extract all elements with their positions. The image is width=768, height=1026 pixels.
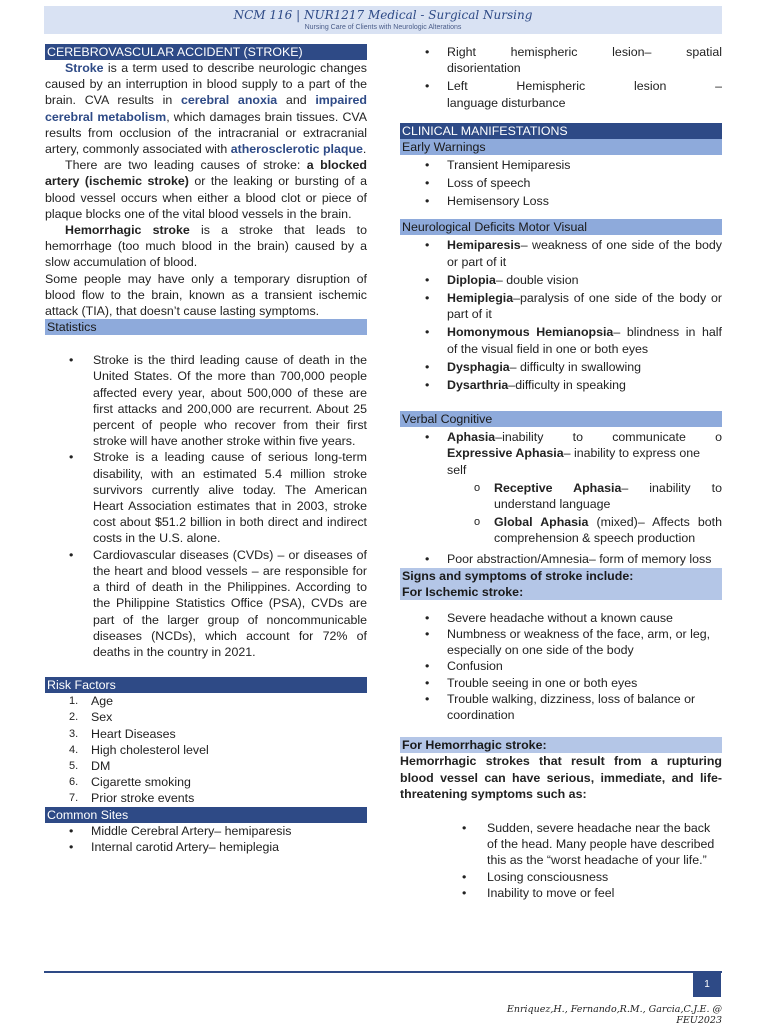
subheading-ischemic: For Ischemic stroke: — [400, 584, 722, 600]
list-item: • Confusion — [400, 658, 722, 674]
lesion-list — [400, 44, 722, 111]
paragraph-stroke-definition: Stroke is a term used to describe neurologic changes caused by an interruption in blood supply to a part of the brain. CVA results in cerebral anoxia and impaired cerebral metabolism, which damages brain tissues. CVA results from occlusion of the intracranial or extracranial artery, commonly associated with atherosclerotic plaque. — [45, 61, 367, 157]
list-item: • Dysarthria–difficulty in speaking — [400, 377, 722, 393]
list-item: 2. Sex — [69, 710, 113, 725]
subheading-early-warnings: Early Warnings — [400, 139, 722, 155]
subheading-hemorrhagic: For Hemorrhagic stroke: — [400, 737, 722, 753]
right-column — [400, 44, 722, 901]
risk-factors-list — [45, 693, 367, 806]
list-item: 7. Prior stroke events — [69, 791, 195, 806]
list-item: • Sudden, severe headache near the back of the head. Many people have described this as the “worst headache of your life.” — [400, 820, 722, 869]
section-heading-common-sites: Common Sites — [45, 807, 367, 823]
paragraph-hemorrhagic: Hemorrhagic stroke is a stroke that leads to hemorrhage (too much blood in the brain) caused by a slow accumulation of blood. — [45, 223, 367, 270]
list-item: • Stroke is the third leading cause of death in the United States. Of the more than 700,000 people affected every year, about 500,000 of these are first attacks and 200,000 are recurrent. About 25 percent of people who recover from their first stroke will have another stroke within five years. — [45, 352, 367, 449]
paragraph-tia: Some people may have only a temporary disruption of blood flow to the brain, known as a transient ischemic attack (TIA), that doesn’t cause lasting symptoms. — [45, 271, 367, 319]
hemorrhagic-intro: Hemorrhagic strokes that result from a rupturing blood vessel can have serious, immediate, and life-threatening symptoms such as: — [400, 754, 722, 801]
subheading-neurological-deficits: Neurological Deficits Motor Visual — [400, 219, 722, 235]
early-warnings-list — [400, 157, 722, 210]
list-item: • Stroke is a leading cause of serious long-term disability, with an estimated 5.4 million stroke survivors currently alive today. The American Heart Association estimates that in 2003, stroke cost about $51.2 billion in both direct and indirect costs in the U.S. alone. — [45, 449, 367, 546]
list-item: • Trouble walking, dizziness, loss of balance or coordination — [400, 691, 722, 723]
list-item: 5. DM — [69, 758, 111, 773]
list-item: 4. High cholesterol level — [69, 742, 209, 757]
list-item: 3. Heart Diseases — [69, 726, 176, 741]
ischemic-symptoms-list — [400, 610, 722, 723]
section-heading-statistics: Statistics — [45, 319, 367, 335]
list-item: • Poor abstraction/Amnesia– form of memory loss — [400, 551, 722, 567]
section-heading-cva: CEREBROVASCULAR ACCIDENT (STROKE) — [45, 44, 367, 60]
list-item: o Global Aphasia (mixed)– Affects both comprehension & speech production — [400, 514, 722, 546]
statistics-list — [45, 352, 367, 660]
list-item: • Hemisensory Loss — [400, 193, 722, 209]
aphasia-types-list — [400, 480, 722, 547]
authors-credit: Enriquez,H., Fernando,R.M., Garcia,C.J.E. @ FEU2023 — [506, 1004, 722, 1026]
verbal-list — [400, 429, 722, 478]
list-item: • Numbness or weakness of the face, arm, or leg, especially on one side of the body — [400, 626, 722, 658]
subheading-signs-symptoms: Signs and symptoms of stroke include: — [400, 568, 722, 584]
paragraph-stroke-causes: There are two leading causes of stroke: a blocked artery (ischemic stroke) or the leaking or bursting of a blood vessel occurs when either a blood clot or piece of plaque blocks one of the vital blood vessels in the brain. — [45, 158, 367, 221]
list-item: • Cardiovascular diseases (CVDs) – or diseases of the heart and blood vessels – are responsible for a third of death in the Philippines. According to the Philippine Statistics Office (PSA), CVDs are part of the larger group of noncommunicable diseases (NCDs), which account for 72% of deaths in the country in 2021. — [45, 547, 367, 660]
list-item: • Internal carotid Artery– hemiplegia — [45, 839, 367, 855]
document-header — [44, 6, 722, 34]
subheading-verbal-cognitive: Verbal Cognitive — [400, 411, 722, 427]
hemorrhagic-symptoms-list — [400, 820, 722, 901]
course-title: NCM 116 | NUR1217 Medical - Surgical Nursing — [233, 8, 533, 22]
list-item: 6. Cigarette smoking — [69, 775, 191, 790]
list-item: • Diplopia– double vision — [400, 272, 722, 288]
list-item: • Inability to move or feel — [400, 885, 722, 901]
list-item: • Losing consciousness — [400, 869, 722, 885]
list-item: • Left Hemispheric lesion – language disturbance — [400, 78, 722, 110]
list-item: o Receptive Aphasia– inability to understand language — [400, 480, 722, 512]
neuro-deficits-list — [400, 237, 722, 393]
course-subtitle: Nursing Care of Clients with Neurologic Alterations — [304, 24, 462, 31]
footer-divider — [44, 971, 722, 973]
list-item: • Transient Hemiparesis — [400, 157, 722, 173]
list-item: 1. Age — [69, 694, 114, 709]
section-heading-clinical: CLINICAL MANIFESTATIONS — [400, 123, 722, 139]
list-item: • Middle Cerebral Artery– hemiparesis — [45, 823, 367, 839]
list-item: • Trouble seeing in one or both eyes — [400, 675, 722, 691]
common-sites-list — [45, 823, 367, 855]
left-column — [45, 44, 367, 855]
list-item: • Dysphagia– difficulty in swallowing — [400, 359, 722, 375]
page-number: 1 — [693, 973, 721, 997]
list-item: • Homonymous Hemianopsia– blindness in half of the visual field in one or both eyes — [400, 324, 722, 356]
list-item: • Severe headache without a known cause — [400, 610, 722, 626]
list-item: • Right hemispheric lesion– spatial disorientation — [400, 44, 722, 76]
list-item: • Aphasia–inability to communicate o Expressive Aphasia– inability to express one self — [400, 429, 722, 478]
section-heading-risk-factors: Risk Factors — [45, 677, 367, 693]
list-item: • Hemiparesis– weakness of one side of the body or part of it — [400, 237, 722, 269]
abstraction-list — [400, 551, 722, 567]
list-item: • Loss of speech — [400, 175, 722, 191]
list-item: • Hemiplegia–paralysis of one side of the body or part of it — [400, 290, 722, 322]
